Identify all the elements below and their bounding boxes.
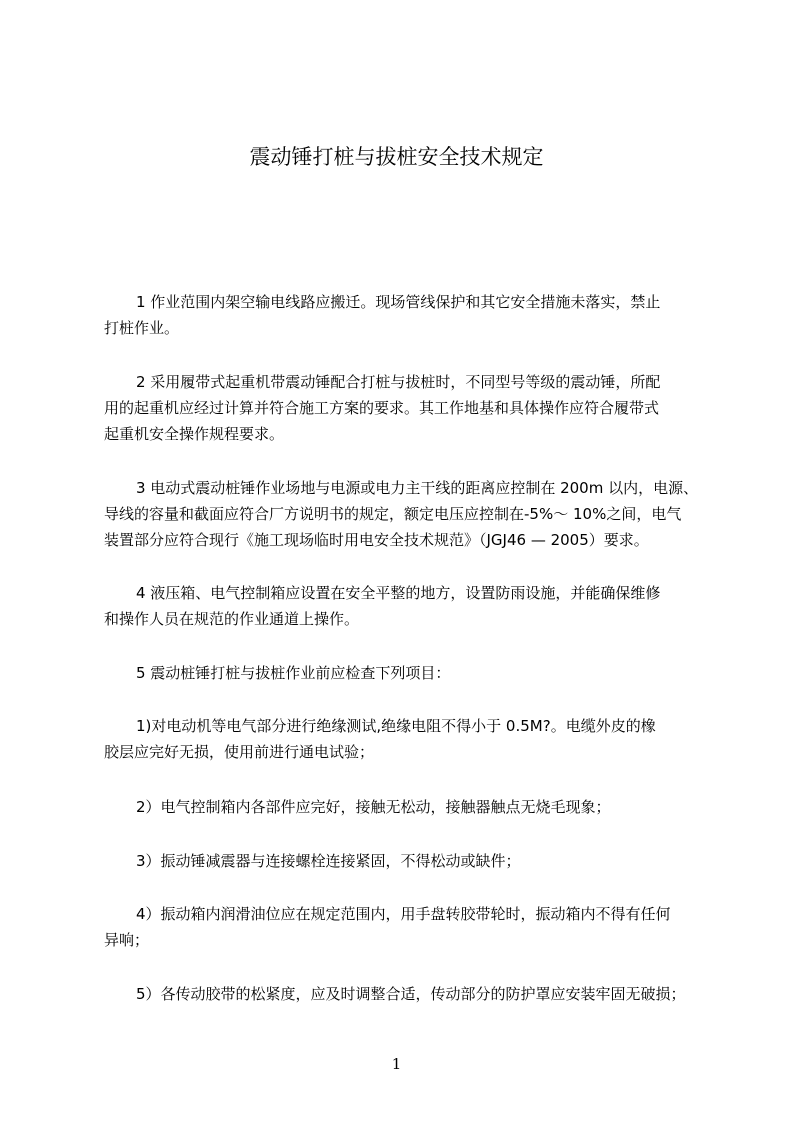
text-line: 5 震动桩锤打桩与拔桩作业前应检查下列项目： [136, 664, 451, 682]
list-item-3 [104, 848, 719, 874]
text-line: 胶层应完好无损，使用前进行通电试验； [104, 743, 375, 761]
text-line: 1)对电动机等电气部分进行绝缘测试,绝缘电阻不得小于 0.5M?。电缆外皮的橡 [136, 717, 656, 735]
text-line: 异响； [104, 931, 150, 949]
list-item-4 [104, 901, 719, 953]
text-line: 4）振动箱内润滑油位应在规定范围内，用手盘转胶带轮时，振动箱内不得有任何 [136, 905, 671, 923]
paragraph-2 [104, 369, 719, 447]
text-line: 用的起重机应经过计算并符合施工方案的要求。其工作地基和具体操作应符合履带式 [104, 399, 660, 417]
paragraph-5 [104, 660, 719, 686]
text-line: 装置部分应符合现行《施工现场临时用电安全技术规范》（JGJ46 — 2005）要求。 [104, 531, 649, 549]
list-item-2 [104, 794, 719, 820]
text-line: 5）各传动胶带的松紧度，应及时调整合适，传动部分的防护罩应安装牢固无破损； [136, 985, 686, 1003]
text-line: 打桩作业。 [104, 319, 180, 337]
text-line: 3）振动锤减震器与连接螺栓连接紧固，不得松动或缺件； [136, 852, 521, 870]
page-title: 震动锤打桩与拔桩安全技术规定 [249, 145, 544, 169]
text-line: 3 电动式震动桩锤作业场地与电源或电力主干线的距离应控制在 200m 以内，电源、 [136, 479, 699, 497]
text-line: 和操作人员在规范的作业通道上操作。 [104, 610, 360, 628]
text-line: 2）电气控制箱内各部件应完好，接触无松动，接触器触点无烧毛现象； [136, 798, 611, 816]
page-number: 1 [391, 1055, 402, 1073]
text-line: 1 作业范围内架空输电线路应搬迁。现场管线保护和其它安全措施未落实，禁止 [136, 293, 661, 311]
paragraph-1 [104, 289, 719, 341]
text-line: 导线的容量和截面应符合厂方说明书的规定，额定电压应控制在-5%～ 10%之间，电气 [104, 505, 682, 523]
text-line: 2 采用履带式起重机带震动锤配合打桩与拔桩时，不同型号等级的震动锤，所配 [136, 373, 661, 391]
paragraph-3 [104, 475, 719, 553]
list-item-1 [104, 713, 719, 765]
text-line: 4 液压箱、电气控制箱应设置在安全平整的地方，设置防雨设施，并能确保维修 [136, 584, 661, 602]
list-item-5 [104, 981, 719, 1007]
paragraph-4 [104, 580, 719, 632]
text-line: 起重机安全操作规程要求。 [104, 425, 285, 443]
